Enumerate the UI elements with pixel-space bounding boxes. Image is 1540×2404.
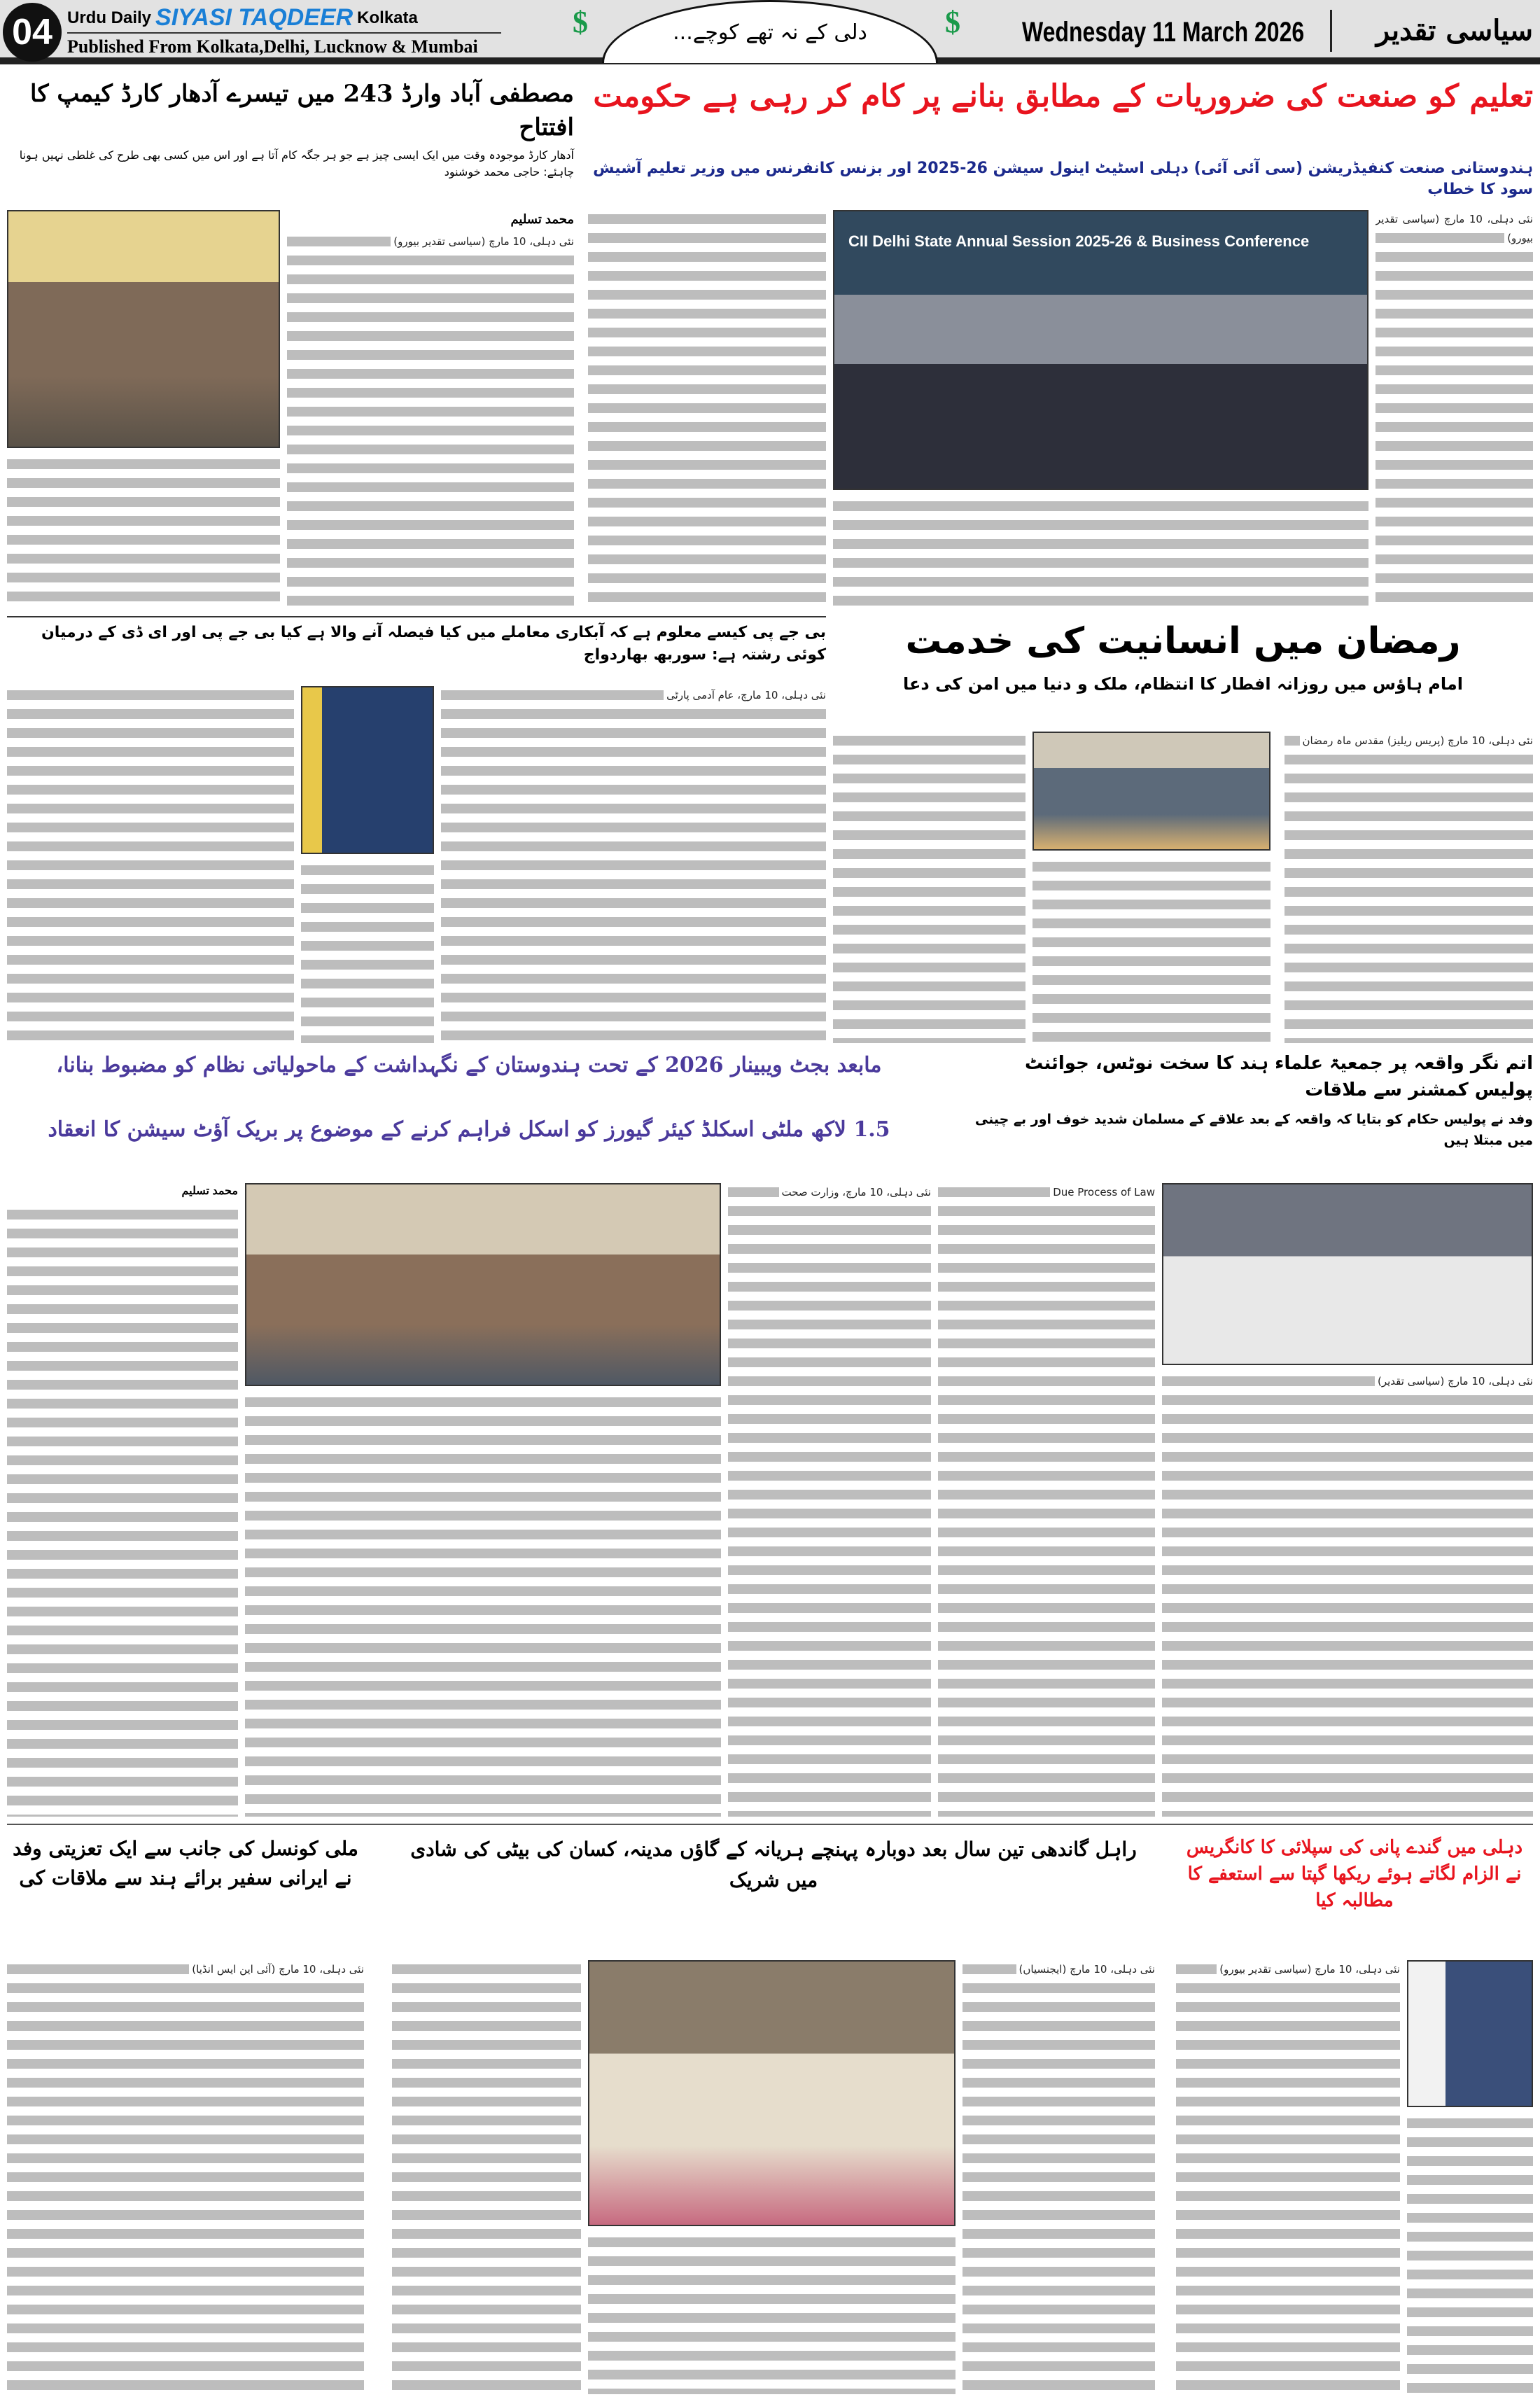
aadhar-camp-photo [7,210,280,448]
published-from: Published From Kolkata,Delhi, Lucknow & Mumbai [67,36,478,57]
budget-story-column [245,1393,721,1817]
rahul-story-column [962,1960,1155,2394]
council-headline: ملی کونسل کی جانب سے ایک تعزیتی وفد نے ایرانی سفیر برائے ہند سے ملاقات کی [13,1837,358,1889]
rahul-story-column [392,1960,581,2394]
congress-leader-photo [1407,1960,1533,2107]
budget-headline-1: مابعد بجٹ ویبینار 2026 کے تحت ہندوستان کے نگہداشت کے ماحولیاتی نظام کو مضبوط بنانا، [56,1053,882,1077]
jamiat-subhead: وفد نے پولیس حکام کو بتایا کہ واقعہ کے بعد علاقے کے مسلمان شدید خوف اور بے چینی میں مبتلا ہیں [974,1112,1533,1148]
photo-banner-text: CII Delhi State Annual Session 2025-26 & Business Conference [848,232,1310,250]
ramadan-story-column [833,732,1026,1043]
urdu-daily-label: Urdu Daily [67,8,152,27]
ramadan-subhead: امام ہاؤس میں روزانہ افطار کا انتظام، ملک و دنیا میں امن کی دعا [903,674,1463,694]
budget-story-column [728,1183,931,1817]
rahul-headline: راہل گاندھی تین سال بعد دوبارہ پہنچے ہریانہ کے گاؤں مدینہ، کسان کی بیٹی کی شادی میں شریک [410,1838,1137,1892]
bjp-headline: بی جے پی کیسے معلوم ہے کہ آبکاری معاملے میں کیا فیصلہ آنے والا ہے کیا بی جے پی اور ای ڈی کے درمیان کوئی رشتہ ہے: سوربھ بھاردواج [7,616,826,666]
dateline: نئی دہلی، 10 مارچ (سیاسی تقدیر بیورو) [1217,1963,1400,1976]
saurabh-bharadwaj-photo [301,686,434,854]
ramadan-headline: رمضان میں انسانیت کی خدمت [905,620,1461,662]
main-story-column [1376,210,1533,609]
dateline: نئی دہلی، 10 مارچ (سیاسی تقدیر بیورو) [391,235,574,248]
dateline: نئی دہلی، 10 مارچ، وزارت صحت [779,1186,931,1198]
main-subhead: ہندوستانی صنعت کنفیڈریشن (سی آئی آئی) دہلی اسٹیٹ اینول سیشن 26-2025 اور بزنس کانفرنس میں وزیر تعلیم آشیش سود کا خطاب [593,160,1533,198]
page-number: 04 [3,3,62,62]
jamiat-headline: اتم نگر واقعہ پر جمعیۃ علماء ہند کا سخت نوٹس، جوائنٹ پولیس کمشنر سے ملاقات [1024,1053,1533,1100]
congress-story-column [1176,1960,1400,2394]
aadhar-subhead: آدھار کارڈ موجودہ وقت میں ایک ایسی چیز ہے جو ہر جگہ کام آتا ہے اور اس میں کسی بھی طرح کی غلطی نہیں ہونا چاہئے: حاجی محمد خوشنود [19,148,574,179]
dateline: نئی دہلی، 10 مارچ، عام آدمی پارٹی [664,689,826,701]
masthead-logo: سیاسی تقدیر [1330,10,1533,52]
aadhar-headline: مصطفی آباد وارڈ 243 میں تیسرے آدھار کارڈ کیمپ کا افتتاح [29,80,574,141]
dateline: نئی دہلی، 10 مارچ (ایجنسیاں) [1016,1963,1155,1976]
congress-story-column [1407,2114,1533,2394]
ramadan-story-column [1284,732,1533,1043]
dateline: نئی دہلی، 10 مارچ (پریس ریلیز) مقدس ماہ رمضان [1300,734,1533,747]
main-story-column [588,210,826,609]
bjp-story-column [441,686,826,1043]
issue-date: Wednesday 11 March 2026 [1022,17,1305,48]
bjp-story-column [301,861,434,1043]
law-term: Due Process of Law [1050,1186,1155,1198]
dollar-icon: $ [573,5,588,39]
budget-headline-2: 1.5 لاکھ ملٹی اسکلڈ کیئر گیورز کو اسکل فراہم کرنے کے موضوع پر بریک آؤٹ سیشن کا انعقاد [48,1117,890,1142]
bjp-story-column [7,686,294,1043]
aadhar-story-column [287,232,574,609]
budget-story-column [7,1206,238,1817]
city-label: Kolkata [357,8,418,27]
rahul-story-column [588,2233,955,2394]
center-slogan: دلی کے نہ تھے کوچے... [602,0,938,63]
main-story-column [833,497,1368,609]
byline: محمد تسلیم [181,1185,238,1197]
jamiat-story-column [1162,1372,1533,1817]
dateline: نئی دہلی، 10 مارچ (سیاسی تقدیر) [1375,1375,1533,1388]
rahul-wedding-photo [588,1960,955,2226]
paper-title-line [67,4,418,32]
aadhar-story-column [7,455,280,609]
ramadan-story-column [1032,858,1270,1043]
jamiat-delegation-photo [1162,1183,1533,1365]
dateline: نئی دہلی، 10 مارچ (سیاسی تقدیر بیورو) [1376,213,1533,244]
iftar-photo [1032,732,1270,851]
byline: محمد تسلیم [510,212,574,226]
congress-headline: دہلی میں گندے پانی کی سپلائی کا کانگریس نے الزام لگاتے ہوئے ریکھا گپتا سے استعفے کا مطالبہ کیا [1186,1837,1523,1911]
webinar-meeting-photo [245,1183,721,1386]
dollar-icon: $ [945,5,960,39]
dateline: نئی دہلی، 10 مارچ (آئی این ایس انڈیا) [189,1963,364,1976]
brand-name: SIYASI TAQDEER [155,4,354,31]
council-story-column [7,1960,364,2394]
jamiat-story-column [938,1183,1155,1817]
conference-photo [833,210,1368,490]
main-headline: تعلیم کو صنعت کی ضروریات کے مطابق بنانے پر کام کر رہی ہے حکومت [593,78,1533,114]
